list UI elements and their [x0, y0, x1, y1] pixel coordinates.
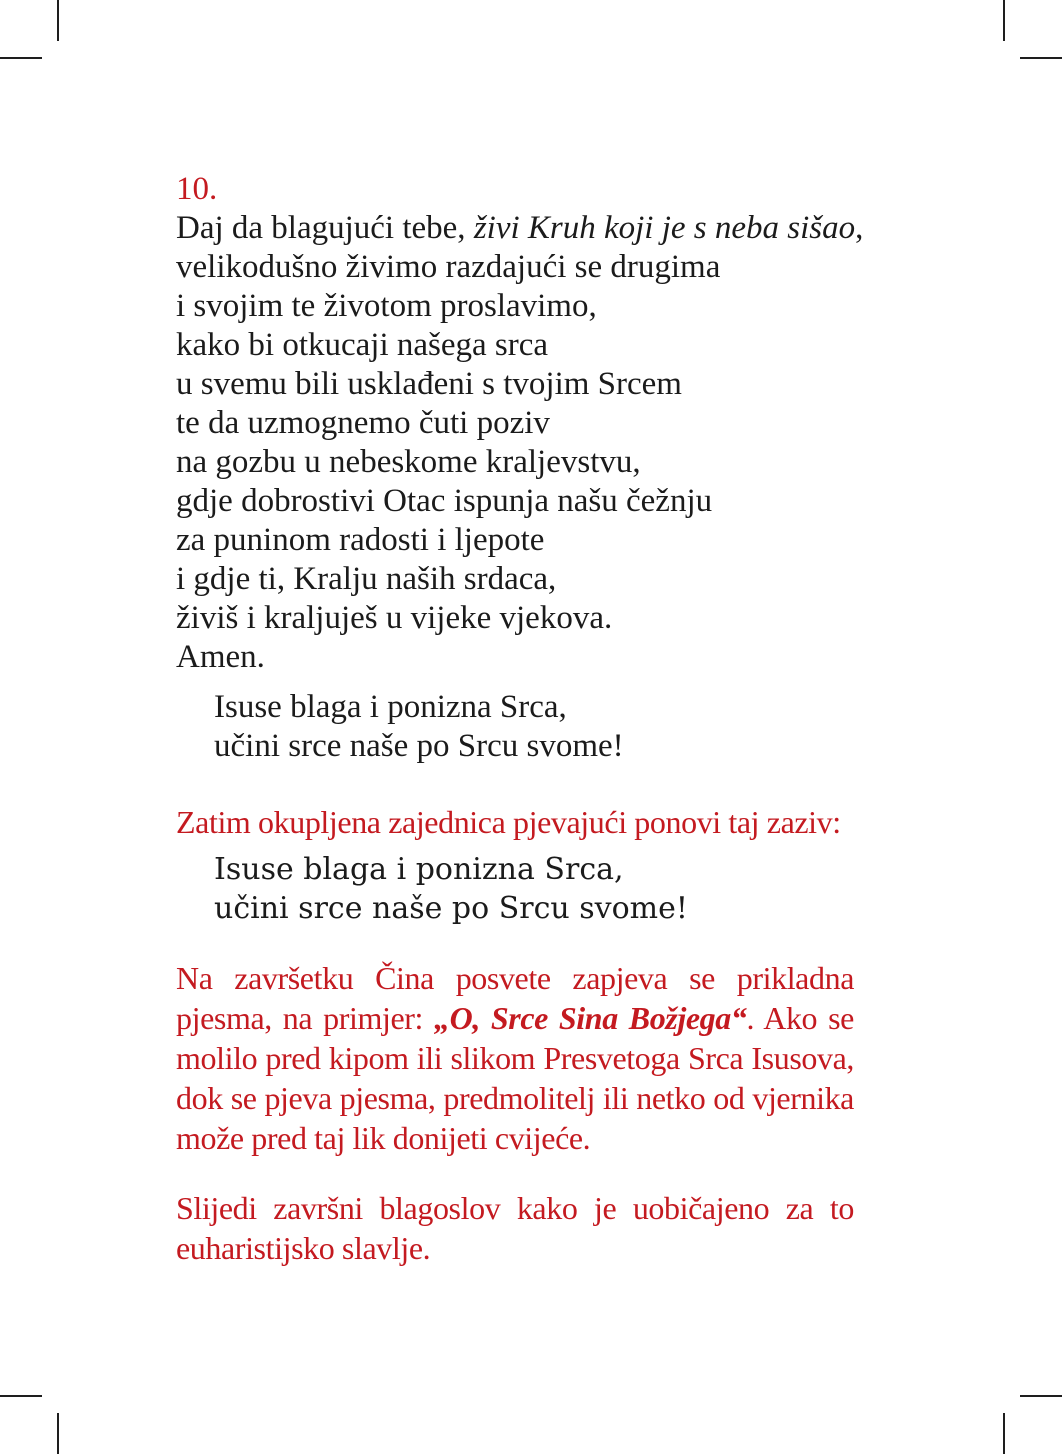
- crop-mark-top-right-vertical: [1003, 0, 1005, 41]
- crop-mark-bottom-left-vertical: [57, 1413, 59, 1454]
- crop-mark-bottom-left-horizontal: [0, 1395, 42, 1397]
- refrain-line: učini srce naše po Srcu svome!: [214, 728, 624, 764]
- prayer-line: kako bi otkucaji našega srca: [176, 327, 549, 363]
- crop-mark-top-left-horizontal: [0, 57, 42, 59]
- rubric-blessing-instruction: Slijedi završni blagoslov kako je uobičajeno za to euharistijsko slavlje.: [176, 1190, 854, 1266]
- prayer-line1-italic: živi Kruh koji je s neba sišao: [473, 210, 856, 246]
- refrain-first: [176, 688, 854, 766]
- prayer-line: živiš i kraljuješ u vijeke vjekova.: [176, 600, 613, 636]
- prayer-line: i svojim te životom proslavimo,: [176, 288, 597, 324]
- prayer-line: velikodušno živimo razdajući se drugima: [176, 249, 721, 285]
- prayer-line: na gozbu u nebeskome kraljevstvu,: [176, 444, 641, 480]
- crop-mark-top-left-vertical: [57, 0, 59, 41]
- refrain-line: Isuse blaga i ponizna Srca,: [214, 852, 624, 887]
- refrain-second: [176, 850, 854, 928]
- refrain-line: učini srce naše po Srcu svome!: [214, 891, 688, 926]
- prayer-text: [176, 209, 864, 677]
- song-title: „O, Srce Sina Božjega“: [434, 1000, 747, 1036]
- prayer-line: Amen.: [176, 639, 265, 675]
- prayer-line: [176, 209, 864, 248]
- rubric-repeat-instruction: Zatim okupljena zajednica pjevajući ponovi taj zaziv:: [176, 804, 841, 840]
- prayer-line: gdje dobrostivi Otac ispunja našu čežnju: [176, 483, 713, 519]
- rubric-song-suffix: . Ako se molilo pred kipom ili slikom Presvetoga Srca Isusova, dok se pjeva pjesma, predmolitelj ili netko od vjernika može pred taj lik donijeti cvijeće.: [176, 1000, 854, 1156]
- prayer-line1-prefix: Daj da blagujući tebe,: [176, 210, 474, 246]
- refrain-line: Isuse blaga i ponizna Srca,: [214, 689, 567, 725]
- prayer-line: te da uzmognemo čuti poziv: [176, 405, 550, 441]
- crop-mark-bottom-right-horizontal: [1020, 1395, 1062, 1397]
- rubric-song-prefix: Na završetku Čina posvete zapjeva se prikladna pjesma, na primjer:: [176, 960, 854, 1036]
- prayer-line: za puninom radosti i ljepote: [176, 522, 545, 558]
- prayer-line: i gdje ti, Kralju naših srdaca,: [176, 561, 557, 597]
- crop-mark-bottom-right-vertical: [1003, 1413, 1005, 1454]
- section-number: 10.: [176, 171, 218, 207]
- crop-mark-top-right-horizontal: [1020, 57, 1062, 59]
- prayer-line: u svemu bili usklađeni s tvojim Srcem: [176, 366, 682, 402]
- rubric-song-instruction: [176, 958, 854, 1158]
- prayer-line1-suffix: ,: [855, 210, 864, 246]
- text-block: [176, 170, 864, 1268]
